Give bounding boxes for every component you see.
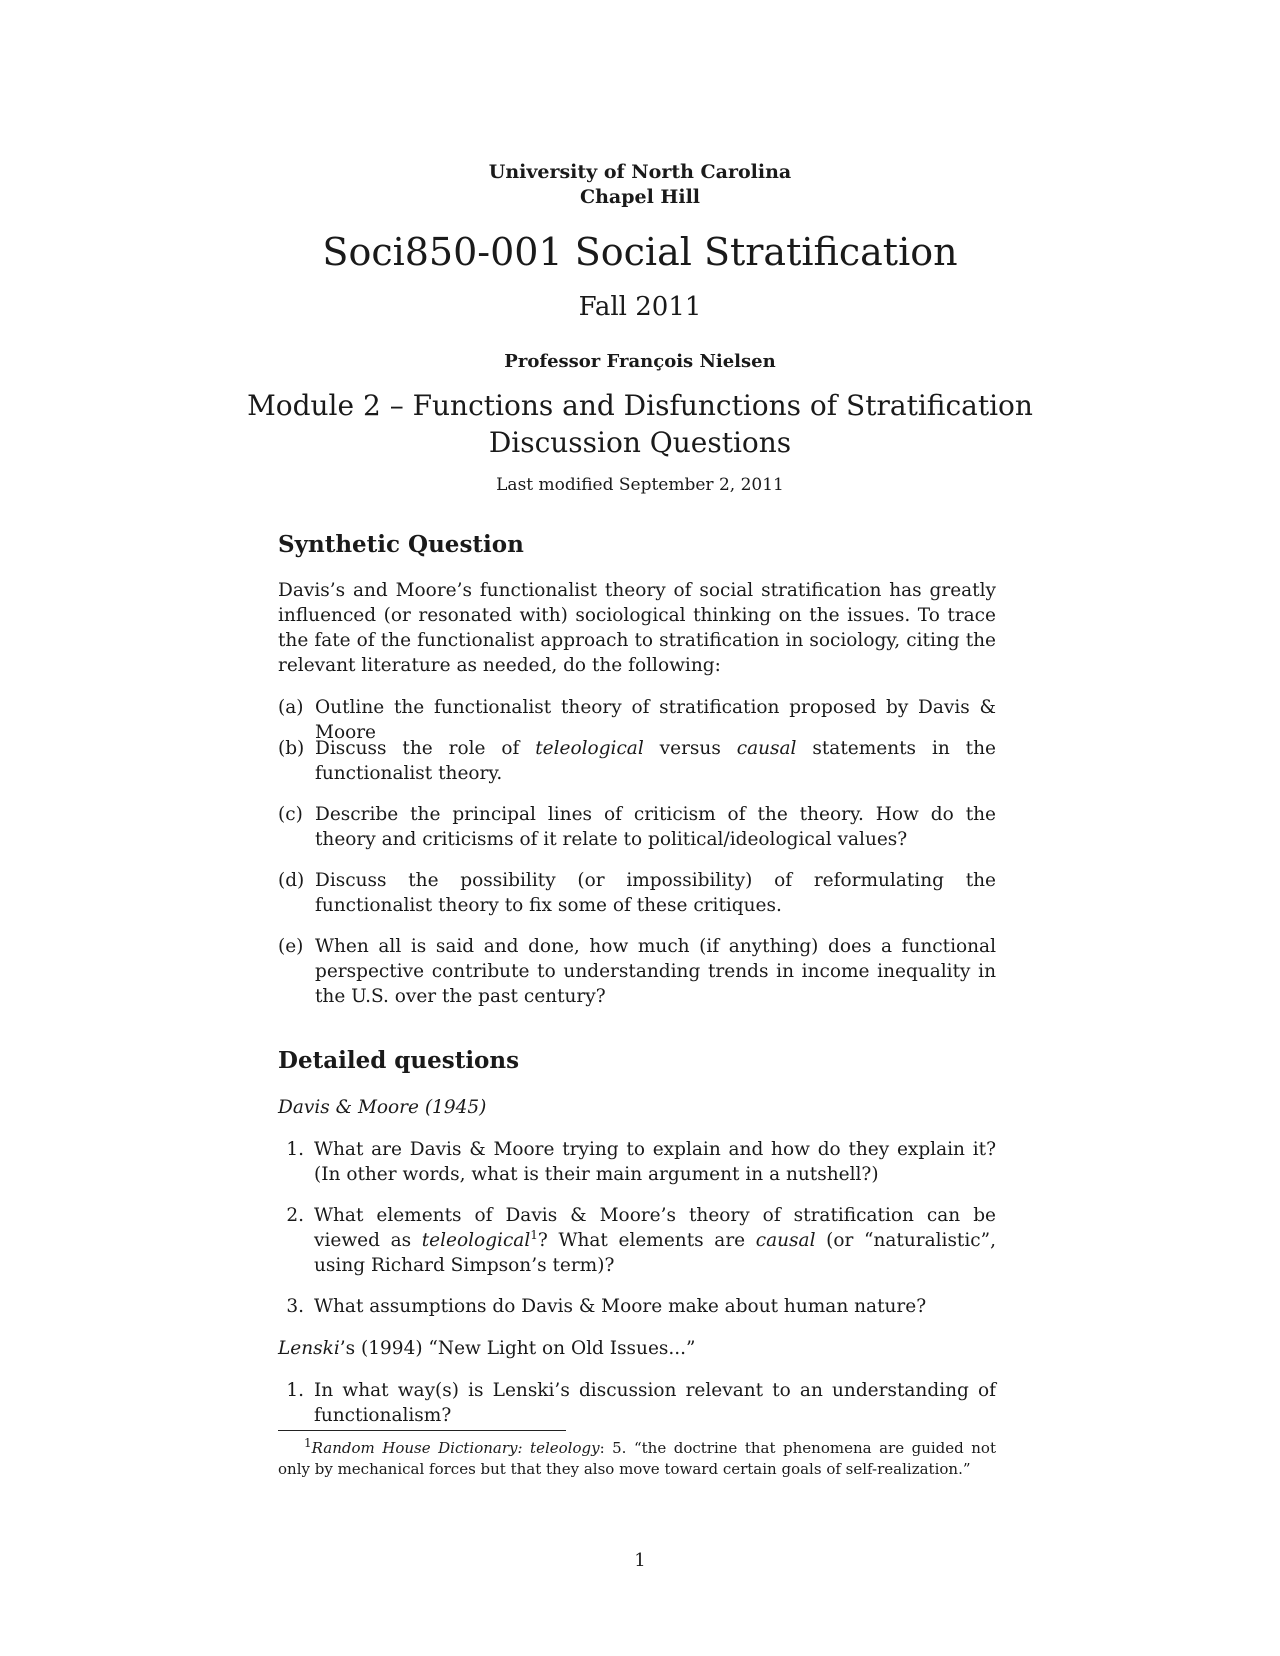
university-header bbox=[0, 160, 1280, 210]
footnote-marker[interactable]: 1 bbox=[530, 1227, 538, 1242]
list-item-label: (e) bbox=[278, 936, 304, 957]
numbered-item-text: What elements of Davis & Moore’s theory of stratification can be viewed as teleological$^1$? What elements are causal (or “naturalistic”, using Richard Simpson’s term)? bbox=[314, 1205, 996, 1276]
footnote-text: : 5. “the doctrine that phenomena are guided not only by mechanical forces but that they also move toward certain goals of self-realization.” bbox=[278, 1439, 996, 1478]
numbered-item-text: What assumptions do Davis & Moore make about human nature? bbox=[314, 1296, 927, 1317]
numbered-item-text: What are Davis & Moore trying to explain and how do they explain it? (In other words, what is their main argument in a nutshell?) bbox=[314, 1139, 996, 1185]
page-number: 1 bbox=[634, 1550, 646, 1571]
emphasis-causal: causal bbox=[736, 738, 797, 759]
list-item-label: (b) bbox=[278, 738, 305, 759]
emphasis-teleological: teleological bbox=[421, 1230, 531, 1251]
course-title: Soci850-001 Social Stratification bbox=[322, 230, 958, 274]
footnote-rule bbox=[278, 1430, 566, 1431]
emphasis-causal: causal bbox=[755, 1230, 816, 1251]
module-title-line1: Module 2 – Functions and Disfunctions of Stratification bbox=[247, 389, 1033, 422]
synthetic-question-heading: Synthetic Question bbox=[278, 531, 524, 558]
list-item-text: Discuss the possibility (or impossibility) of reformulating the functionalist theory to fix some of these critiques. bbox=[315, 870, 996, 916]
university-name: University of North Carolina bbox=[488, 161, 792, 183]
numbered-item-label: 3. bbox=[286, 1296, 304, 1317]
list-item-label: (a) bbox=[278, 697, 304, 718]
synthetic-intro: Davis’s and Moore’s functionalist theory of social stratification has greatly influenced (or resonated with) sociological thinking on the issues. To trace the fate of the functionalist approach to stratification in sociology, citing the relevant literature as needed, do the following: bbox=[278, 580, 996, 676]
footnote-source: Random House Dictionary: teleology bbox=[311, 1439, 600, 1457]
module-title-line2: Discussion Questions bbox=[488, 426, 792, 459]
term: Fall 2011 bbox=[578, 292, 702, 322]
professor-name: Professor François Nielsen bbox=[504, 351, 776, 372]
module-title bbox=[0, 387, 1280, 461]
list-item-label: (d) bbox=[278, 870, 305, 891]
list-item-label: (c) bbox=[278, 804, 303, 825]
lenski-subheading: Lenski’s (1994) “New Light on Old Issues...” bbox=[278, 1338, 696, 1359]
lenski-author: Lenski bbox=[278, 1338, 340, 1359]
last-modified: Last modified September 2, 2011 bbox=[496, 475, 784, 495]
footnote bbox=[278, 1438, 996, 1480]
numbered-item-label: 1. bbox=[286, 1380, 304, 1401]
footnote-mark: 1 bbox=[304, 1436, 312, 1450]
numbered-item-label: 1. bbox=[286, 1139, 304, 1160]
numbered-item-text: In what way(s) is Lenski’s discussion relevant to an understanding of functionalism? bbox=[314, 1380, 996, 1426]
list-item-text: Describe the principal lines of criticism of the theory. How do the theory and criticisms of it relate to political/ideological values? bbox=[315, 804, 996, 850]
numbered-item-label: 2. bbox=[286, 1205, 304, 1226]
list-item-text: When all is said and done, how much (if anything) does a functional perspective contribute to understanding trends in income inequality in the U.S. over the past century? bbox=[315, 936, 996, 1007]
emphasis-teleological: teleological bbox=[535, 738, 644, 759]
university-campus: Chapel Hill bbox=[579, 186, 701, 208]
list-item-text: Discuss the role of teleological versus causal statements in the functionalist theory. bbox=[315, 738, 996, 784]
detailed-questions-heading: Detailed questions bbox=[278, 1047, 520, 1074]
davis-moore-subheading: Davis & Moore (1945) bbox=[278, 1097, 487, 1118]
list-item-text: Outline the functionalist theory of stratification proposed by Davis & Moore bbox=[315, 697, 996, 743]
